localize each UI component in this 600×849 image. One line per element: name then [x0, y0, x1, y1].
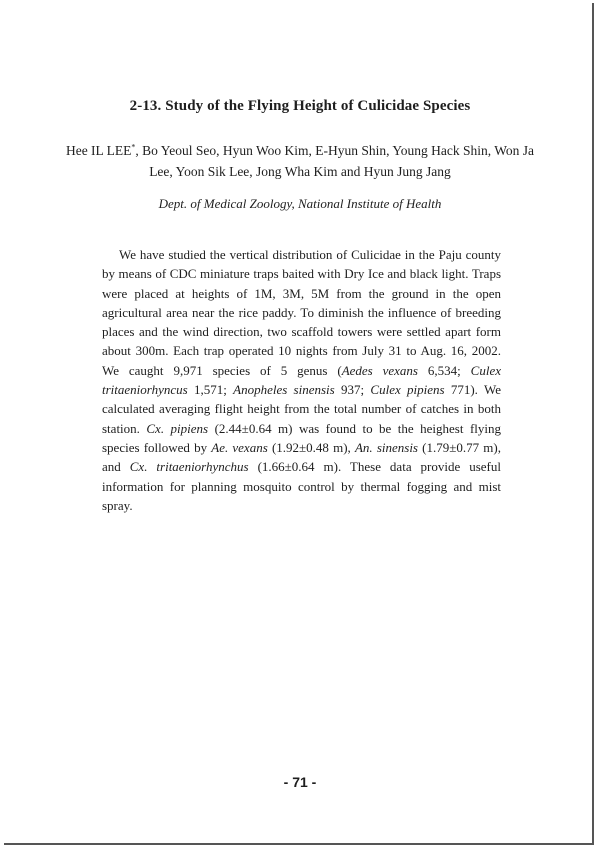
abstract-text: (1.66±0.64 m). These data provide useful information for planning mosquito control by thermal fogging and mist spray. [102, 459, 502, 513]
abstract-text: We have studied the vertical distribution of Culicidae in the Paju county by means of CDC miniature traps baited with Dry Ice and black light. Traps were placed at heights of 1M, 3M, 5M from the ground in the open agricultural area near the rice paddy. To diminish the influence of breeding places and the wind direction, two scaffold towers were settled apart form about 300m. Each trap operated 10 nights from July 31 to Aug. 16, 2002. We caught 9,971 species of 5 genus ( [102, 247, 501, 378]
species-name: Ae. vexans [211, 439, 268, 455]
page-number: - 71 - [283, 774, 317, 790]
species-name: Anopheles sinensis [233, 382, 335, 398]
abstract-text: 937; [334, 382, 371, 398]
co-authors: , Bo Yeoul Seo, Hyun Woo Kim, E-Hyun Shin, Young Hack Shin, Won Ja Lee, Yoon Sik Lee, Jong Wha Kim and Hyun Jung Jang [135, 143, 535, 179]
abstract-text: (1.79±0.77 m), and [102, 439, 501, 475]
abstract-text: 771). We calculated averaging flight height from the total number of catches in both station. [102, 382, 501, 436]
first-author: Hee IL LEE [65, 143, 132, 158]
affiliation: Dept. of Medical Zoology, National Institute of Health [158, 196, 442, 211]
abstract-paragraph [102, 245, 501, 515]
species-name: An. sinensis [354, 439, 418, 455]
abstract-text: (1.92±0.48 m), [267, 439, 355, 455]
corresponding-author-mark: * [131, 142, 136, 152]
species-name: Culex pipiens [370, 382, 445, 398]
species-name: Cx. tritaeniorhynchus [129, 459, 249, 475]
abstract-text: 1,571; [187, 382, 234, 398]
author-list [60, 140, 540, 182]
species-name: Cx. pipiens [146, 420, 209, 436]
paper-title: 2-13. Study of the Flying Height of Culicidae Species [129, 98, 471, 114]
species-name: Culex tritaeniorhyncus [102, 362, 501, 398]
abstract-body [102, 245, 501, 515]
abstract-text: (2.44±0.64 m) was found to be the heighest flying species followed by [102, 420, 501, 455]
species-name: Aedes vexans [341, 362, 418, 378]
abstract-text: 6,534; [418, 362, 471, 378]
